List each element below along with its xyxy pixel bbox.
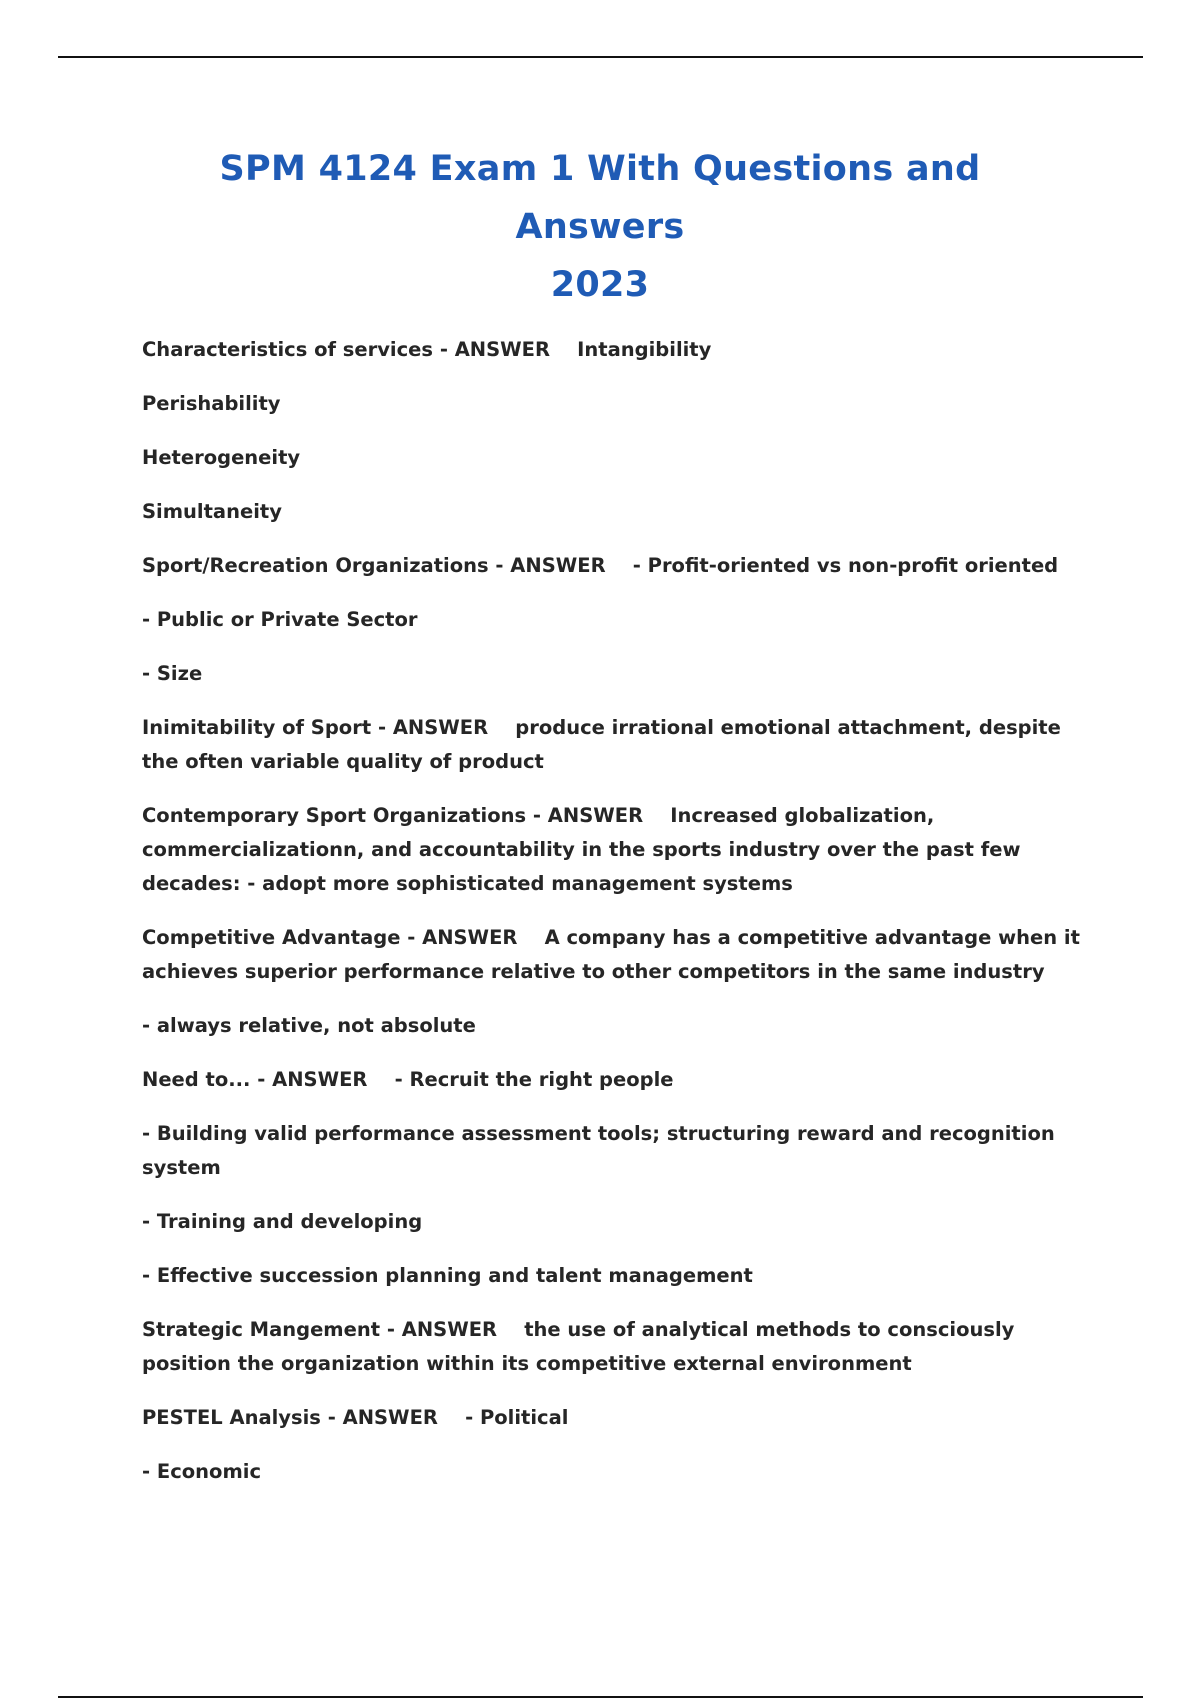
answer-label: - ANSWER xyxy=(377,716,489,739)
paragraph xyxy=(142,1401,1087,1435)
paragraph xyxy=(142,711,1087,779)
title-line-1: SPM 4124 Exam 1 With Questions and Answers xyxy=(219,149,981,247)
answer-label: - ANSWER xyxy=(257,1068,368,1091)
continuation-text: Simultaneity xyxy=(142,500,282,523)
question-text: Sport/Recreation Organizations xyxy=(142,554,489,577)
answer-label: - ANSWER xyxy=(386,1318,498,1341)
answer-text: Increased globalization, commercializationn, and accountability in the sports industry over the past few decades: - adopt more sophisticated management systems xyxy=(142,804,1021,895)
paragraph xyxy=(142,1455,1087,1489)
paragraph xyxy=(142,1313,1087,1381)
title-line-2: 2023 xyxy=(550,265,650,305)
continuation-text: - Economic xyxy=(142,1460,261,1483)
paragraph xyxy=(142,1117,1087,1185)
question-text: Competitive Advantage xyxy=(142,926,401,949)
continuation-text: - Effective succession planning and talent management xyxy=(142,1264,753,1287)
answer-text: A company has a competitive advantage when it achieves superior performance relative to other competitors in the same industry xyxy=(142,926,1080,983)
question-text: Characteristics of services xyxy=(142,338,434,361)
question-text: Inimitability of Sport xyxy=(142,716,372,739)
continuation-text: - always relative, not absolute xyxy=(142,1014,476,1037)
paragraph xyxy=(142,441,1087,475)
question-text: PESTEL Analysis xyxy=(142,1406,321,1429)
continuation-text: - Training and developing xyxy=(142,1210,423,1233)
continuation-text: - Size xyxy=(142,662,203,685)
top-rule xyxy=(58,56,1143,58)
answer-text: - Profit-oriented vs non-profit oriented xyxy=(632,554,1059,577)
paragraph xyxy=(142,495,1087,529)
paragraph xyxy=(142,921,1087,989)
answer-label: - ANSWER xyxy=(532,804,644,827)
continuation-text: Perishability xyxy=(142,392,281,415)
paragraph xyxy=(142,387,1087,421)
question-text: Strategic Mangement xyxy=(142,1318,381,1341)
paragraph xyxy=(142,657,1087,691)
document-title xyxy=(130,140,1070,314)
bottom-rule xyxy=(58,1696,1143,1698)
answer-text: - Recruit the right people xyxy=(394,1068,674,1091)
paragraph xyxy=(142,1063,1087,1097)
continuation-text: Heterogeneity xyxy=(142,446,301,469)
answer-label: - ANSWER xyxy=(407,926,518,949)
paragraph xyxy=(142,1259,1087,1293)
paragraph xyxy=(142,1205,1087,1239)
paragraph xyxy=(142,549,1087,583)
paragraph xyxy=(142,603,1087,637)
answer-text: Intangibility xyxy=(577,338,712,361)
answer-text: the use of analytical methods to consciously position the organization within its competitive external environment xyxy=(142,1318,1015,1375)
answer-text: produce irrational emotional attachment, despite the often variable quality of product xyxy=(142,716,1061,773)
continuation-text: - Public or Private Sector xyxy=(142,608,418,631)
paragraph xyxy=(142,333,1087,367)
paragraph xyxy=(142,1009,1087,1043)
document-body xyxy=(142,333,1087,1509)
question-text: Need to... xyxy=(142,1068,251,1091)
paragraph xyxy=(142,799,1087,901)
answer-label: - ANSWER xyxy=(439,338,550,361)
answer-text: - Political xyxy=(465,1406,569,1429)
continuation-text: - Building valid performance assessment tools; structuring reward and recognition system xyxy=(142,1122,1055,1179)
answer-label: - ANSWER xyxy=(495,554,606,577)
answer-label: - ANSWER xyxy=(327,1406,438,1429)
question-text: Contemporary Sport Organizations xyxy=(142,804,527,827)
